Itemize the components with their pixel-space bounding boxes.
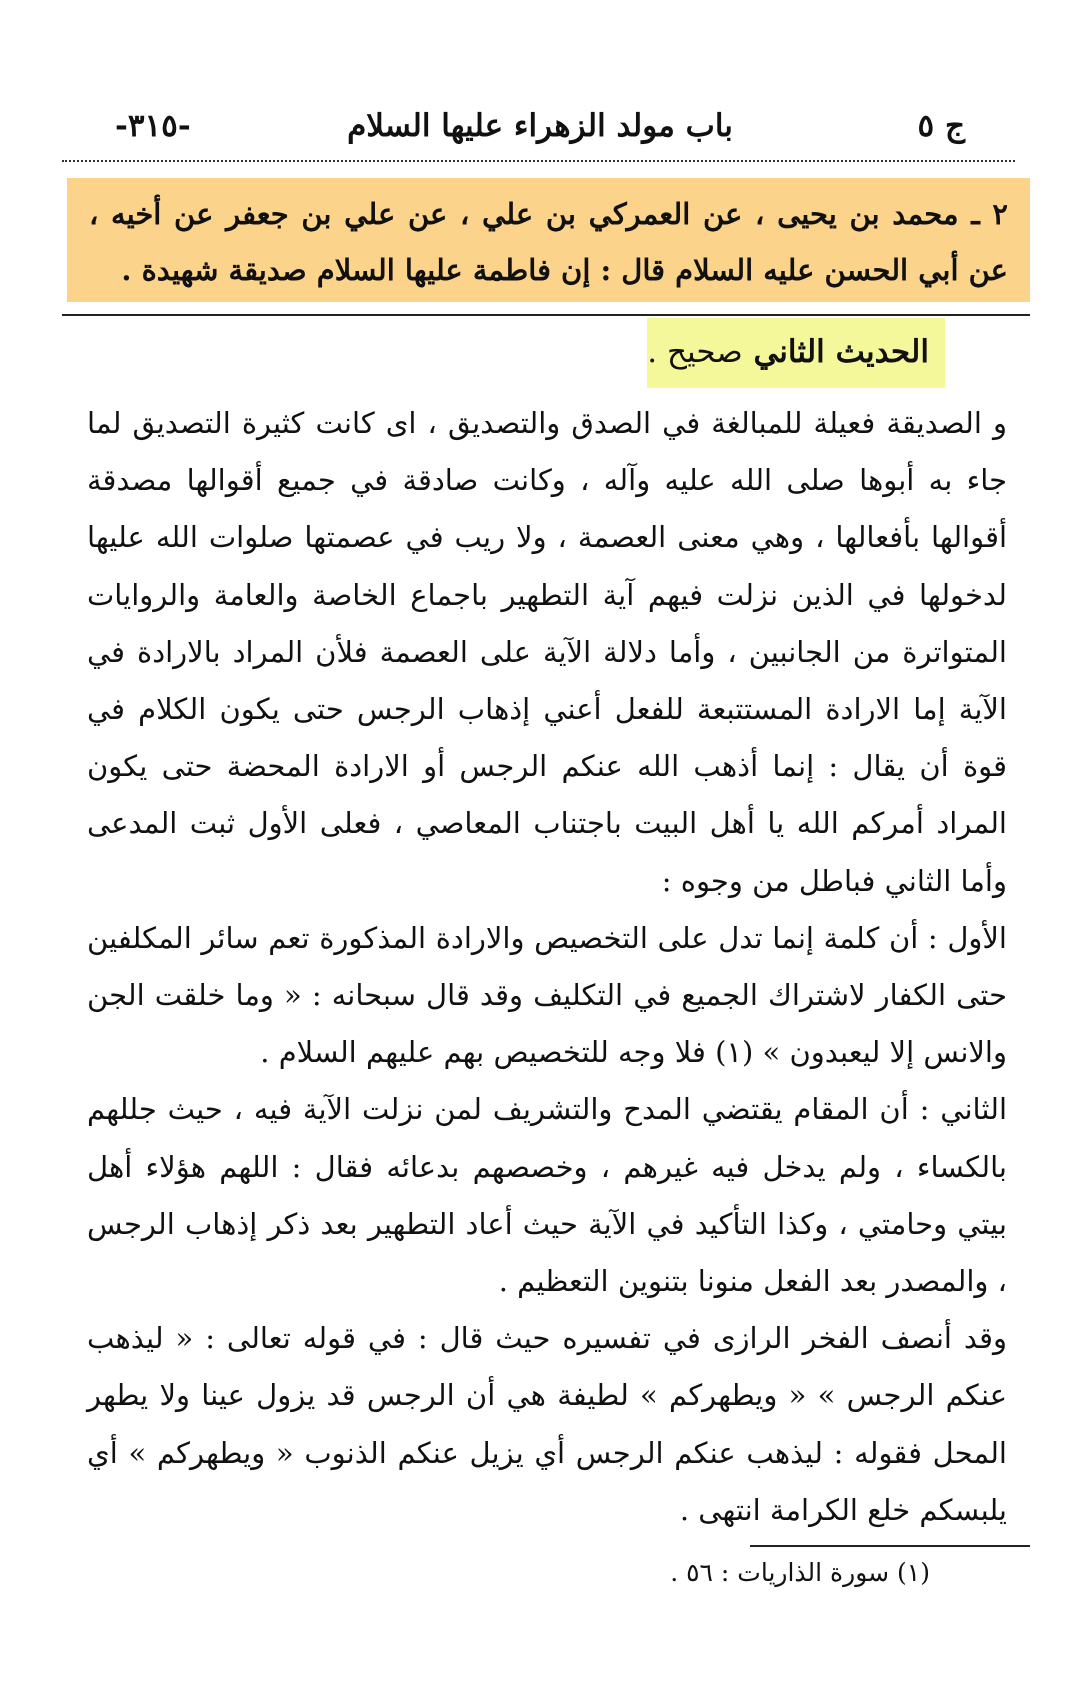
footnote-divider — [750, 1545, 1030, 1547]
running-head — [115, 108, 965, 156]
chapter-title: باب مولد الزهراء عليها السلام — [347, 108, 733, 144]
grade-value: صحيح . — [647, 334, 743, 370]
commentary-paragraph: و الصديقة فعيلة للمبالغة في الصدق والتصديق ، اى كانت كثيرة التصديق لما جاء به أبوها صلى الله عليه وآله ، وكانت صادقة في جميع أقوالها مصدقة أقوالها بأفعالها ، وهي معنى العصمة ، ولا ريب في عصمتها صلوات الله عليها لدخولها في الذين نزلت فيهم آية التطهير باجماع الخاصة والعامة والروايات المتواترة من الجانبين ، وأما دلالة الآية على العصمة فلأن المراد بالارادة في الآية إما الارادة المستتبعة للفعل أعني إذهاب الرجس حتى يكون الكلام في قوة أن يقال : إنما أذهب الله عنكم الرجس أو الارادة المحضة حتى يكون المراد أمركم الله يا أهل البيت باجتناب المعاصي ، فعلى الأول ثبت المدعى وأما الثاني فباطل من وجوه : — [87, 406, 1007, 898]
dotted-divider — [62, 160, 1015, 162]
grade-label: الحديث الثاني — [753, 334, 929, 370]
commentary-paragraph: الأول : أن كلمة إنما تدل على التخصيص والارادة المذكورة تعم سائر المكلفين حتى الكفار لاشتراك الجميع في التكليف وقد قال سبحانه : « وما خلقت الجن والانس إلا ليعبدون » (١) فلا وجه للتخصيص بهم عليهم السلام . — [87, 920, 1007, 1070]
commentary-paragraph: وقد أنصف الفخر الرازى في تفسيره حيث قال : في قوله تعالى : « ليذهب عنكم الرجس » « ويطهركم » لطيفة هي أن الرجس قد يزول عينا ولا يطهر المحل فقوله : ليذهب عنكم الرجس أي يزيل عنكم الذنوب « ويطهركم » أي يلبسكم خلع الكرامة انتهى . — [87, 1321, 1007, 1527]
commentary-paragraph: الثاني : أن المقام يقتضي المدح والتشريف لمن نزلت الآية فيه ، حيث جللهم بالكساء ، ولم يدخل فيه غيرهم ، وخصصهم بدعائه فقال : اللهم هؤلاء أهل بيتي وحامتي ، وكذا التأكيد في الآية حيث أعاد التطهير بعد ذكر إذهاب الرجس ، والمصدر بعد الفعل منونا بتنوين التعظيم . — [87, 1092, 1008, 1299]
section-divider — [62, 314, 1030, 316]
footnote: (١) سورة الذاريات : ٥٦ . — [670, 1558, 930, 1587]
hadith-text-highlighted — [67, 178, 1030, 302]
hadith-text: ٢ ـ محمد بن يحيى ، عن العمركي بن علي ، عن علي بن جعفر عن أخيه ، عن أبي الحسن عليه السلام قال : إن فاطمة عليها السلام صديقة شهيدة . — [89, 197, 1008, 287]
page-number: -٣١٥- — [115, 108, 191, 144]
hadith-grade-highlighted — [647, 318, 945, 388]
volume-number: ج ٥ — [917, 108, 965, 144]
commentary — [87, 395, 1007, 1539]
